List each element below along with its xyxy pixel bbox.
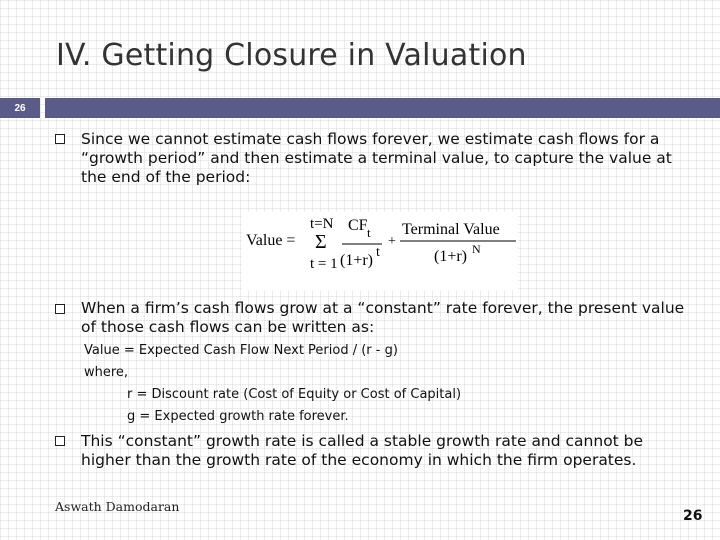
formula-denom2-exp: N [472,242,481,256]
bullet-text-growth-period: Since we cannot estimate cash flows forever, we estimate cash flows for a “growth period” and then estimate a terminal value, to capture the value at the end of the period: [81,130,672,186]
slide-number-badge: 26 [0,98,40,118]
definition-g: g = Expected growth rate forever. [127,409,349,424]
formula-tv-numer: Terminal Value [402,221,500,238]
bullet-square-icon [55,436,65,446]
formula-denom1: (1+r) [340,252,374,269]
bullet-square-icon [55,134,65,144]
formula-graphic [242,212,518,290]
formula-sum-bottom: t = 1 [310,256,338,272]
formula-denom1-exp: t [376,245,380,260]
bullet-text-stable-growth: This “constant” growth rate is called a stable growth rate and cannot be higher than the growth rate of the economy in which the firm operates. [81,432,644,469]
definition-r: r = Discount rate (Cost of Equity or Cost of Capital) [127,387,462,402]
bullet-square-icon [55,304,65,314]
formula-where: where, [84,365,129,380]
bullet-text-constant-rate: When a firm’s cash flows grow at a “constant” rate forever, the present value of those cash flows can be written as: [81,299,685,336]
footer-page-number: 26 [683,508,703,524]
sigma-icon: Σ [315,231,327,253]
formula-cf: CF [348,217,368,234]
title-underline-bar [45,98,720,118]
formula-cf-sub: t [367,225,371,240]
formula-plus: + [388,234,396,249]
formula-lhs: Value = [246,232,296,249]
formula-sum-top: t=N [310,216,334,232]
formula-denom2: (1+r) [434,248,468,265]
valuation-formula [242,212,518,290]
footer-author: Aswath Damodaran [55,499,180,514]
slide-title: IV. Getting Closure in Valuation [56,38,527,73]
formula-gordon: Value = Expected Cash Flow Next Period / (r - g) [84,343,398,358]
